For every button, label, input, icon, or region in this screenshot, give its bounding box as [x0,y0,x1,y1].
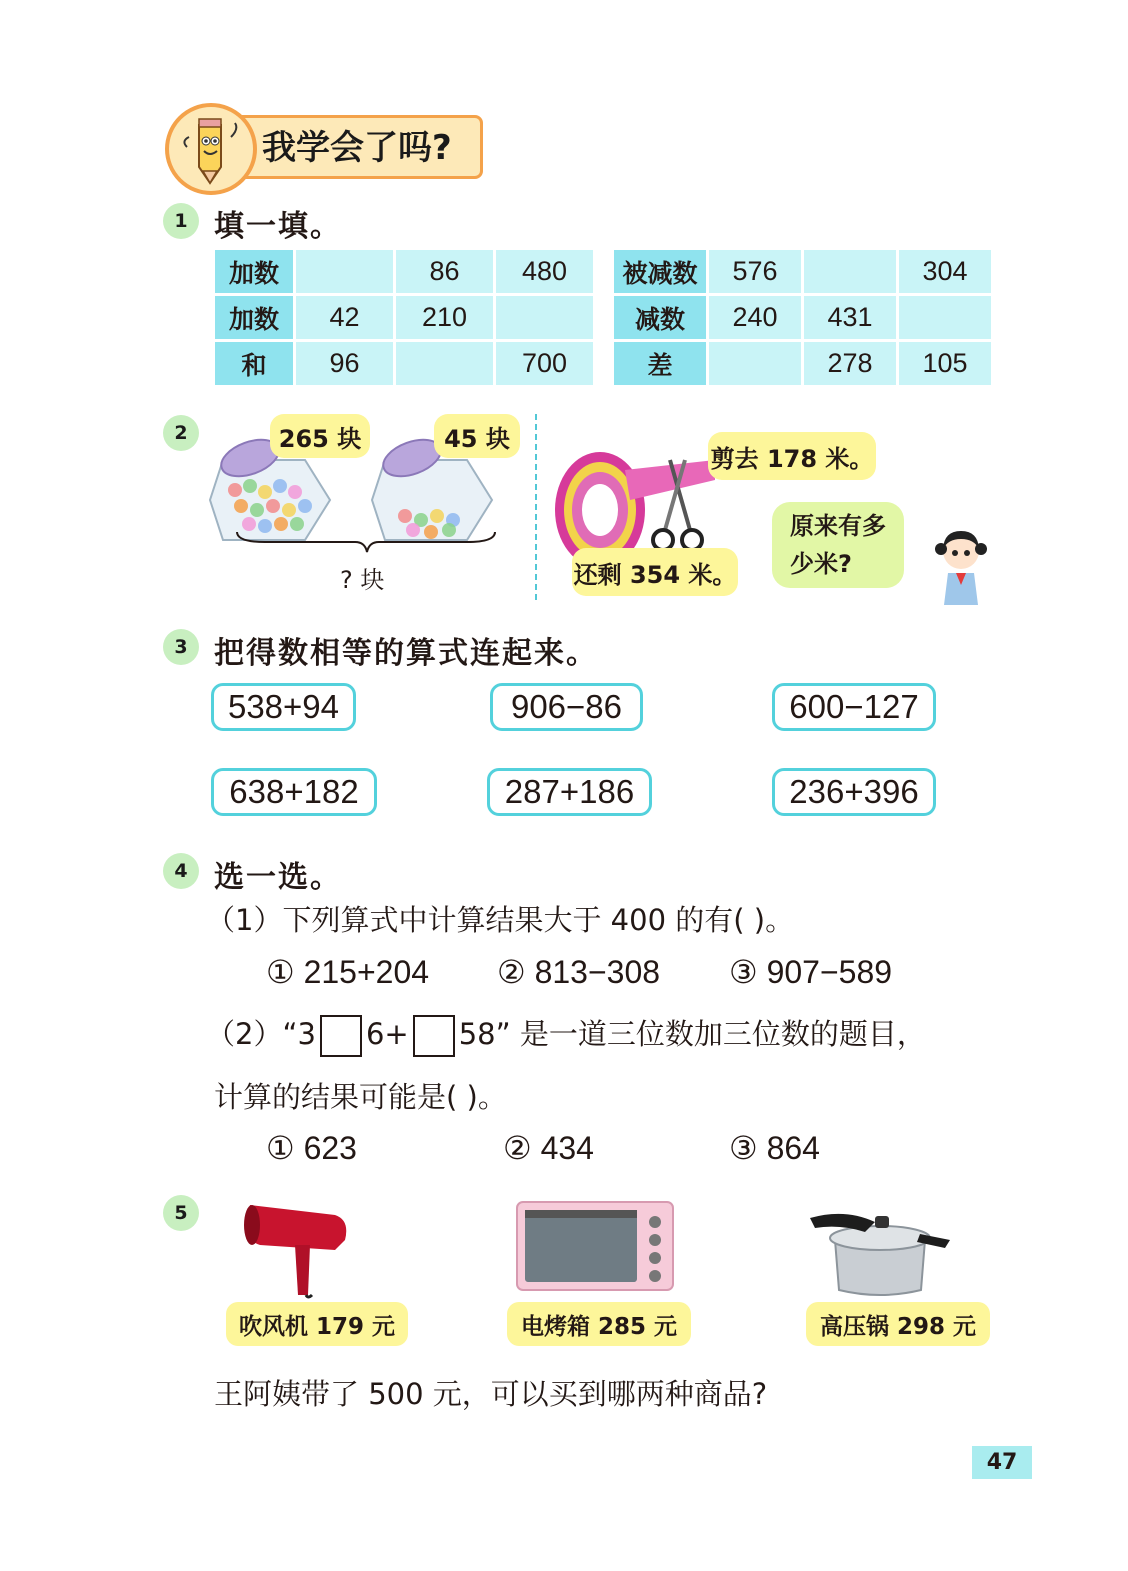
table-cell: 210 [396,296,493,339]
q4-part2-text [206,1012,926,1057]
q4-part1-option: ③ 907−589 [729,954,893,990]
q4-part2-line2: 计算的结果可能是( )。 [214,1080,507,1114]
hair-dryer-icon [240,1195,355,1300]
table-cell [709,342,801,385]
table-cell [396,342,493,385]
table-header-cell: 加数 [215,296,293,339]
table-header-cell: 减数 [614,296,706,339]
page-title: 我学会了吗? [262,128,452,168]
table-cell: 42 [296,296,393,339]
pencil-mascot-badge [165,103,257,195]
price-tag-hair-dryer: 吹风机 179 元 [226,1302,408,1346]
table-row [215,296,593,339]
q4-part2-option: ① 623 [266,1130,357,1166]
table-cell [899,296,991,339]
girl-question-bubble [772,502,904,588]
table-cell: 240 [709,296,801,339]
page-number: 47 [972,1446,1032,1479]
question-line-2: 少米? [790,550,852,578]
q4-part1-text: （1）下列算式中计算结果大于 400 的有( )。 [206,903,795,937]
q4-part1-option: ② 813−308 [497,954,661,990]
cut-off-bubble: 剪去 178 米。 [708,432,876,480]
table-row [215,250,593,293]
question-number-4: 4 [163,853,199,889]
pencil-mascot-icon [169,107,253,191]
table-cell: 576 [709,250,801,293]
expression-box[interactable]: 600−127 [772,683,936,731]
q4-part2-mid: 6+ [365,1017,409,1051]
expression-box[interactable]: 287+186 [487,768,652,816]
q4-part1-option: ① 215+204 [266,954,430,990]
question-number-5: 5 [163,1195,199,1231]
q4-part2-prefix: （2）“3 [206,1017,316,1051]
table-row [614,342,991,385]
jar1-count-bubble: 265 块 [270,414,370,458]
question-line-1: 原来有多 [790,512,886,540]
table-cell: 480 [496,250,593,293]
expression-box[interactable]: 638+182 [211,768,377,816]
table-header-cell: 和 [215,342,293,385]
table-row [614,250,991,293]
table-cell: 105 [899,342,991,385]
table-cell: 278 [804,342,896,385]
table-cell [496,296,593,339]
expression-box[interactable]: 538+94 [211,683,356,731]
table-cell [296,250,393,293]
table-header-cell: 加数 [215,250,293,293]
table-header-cell: 差 [614,342,706,385]
q1-heading: 填一填。 [214,209,342,244]
table-cell: 96 [296,342,393,385]
q4-part2-suffix: 58” 是一道三位数加三位数的题目， [458,1017,926,1051]
table-cell: 304 [899,250,991,293]
table-cell [804,250,896,293]
q3-heading: 把得数相等的算式连起来。 [214,636,598,671]
question-number-3: 3 [163,629,199,665]
q5-question: 王阿姨带了 500 元，可以买到哪两种商品? [214,1377,768,1411]
oven-icon [515,1198,675,1298]
blank-box[interactable] [320,1015,362,1057]
divider [535,414,537,600]
table-cell: 86 [396,250,493,293]
girl-student-illustration [930,525,992,605]
q4-heading: 选一选。 [214,860,342,895]
price-tag-pressure-cooker: 高压锅 298 元 [806,1302,990,1346]
table-cell: 700 [496,342,593,385]
table-header-cell: 被减数 [614,250,706,293]
q4-part2-option: ② 434 [503,1130,594,1166]
total-question-label: ? 块 [340,566,385,594]
table-cell: 431 [804,296,896,339]
remaining-bubble: 还剩 354 米。 [572,548,738,596]
table-row [215,342,593,385]
question-number-2: 2 [163,415,199,451]
price-tag-oven: 电烤箱 285 元 [507,1302,691,1346]
question-number-1: 1 [163,203,199,239]
expression-box[interactable]: 236+396 [772,768,936,816]
q4-part2-option: ③ 864 [729,1130,820,1166]
jar2-count-bubble: 45 块 [434,414,520,458]
addition-table [212,247,596,388]
subtraction-table [611,247,994,388]
expression-box[interactable]: 906−86 [490,683,643,731]
blank-box[interactable] [413,1015,455,1057]
pressure-cooker-icon [805,1200,955,1300]
table-row [614,296,991,339]
